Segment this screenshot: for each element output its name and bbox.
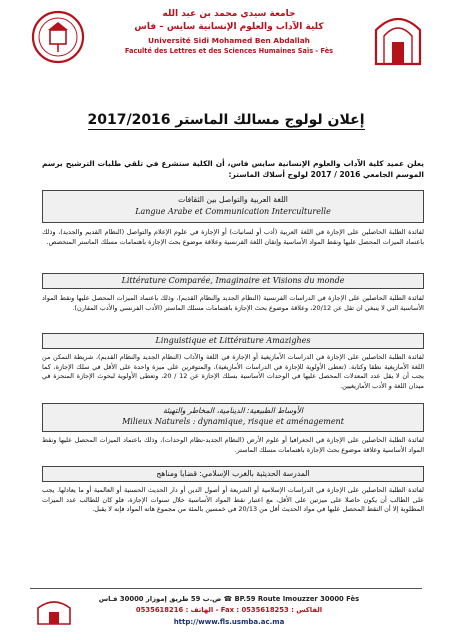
- program-heading-1: [42, 190, 424, 223]
- footer-divider: [30, 588, 422, 589]
- program-description-4: لفائدة الطلبة الحاصلين على الإجازة في الجغرافيا أو علوم الأرض (النظام الجديد-نظام الوحدات)، وذلك باعتماد الميزات المحصل عليها ونقط المواد الأساسية وعلاقة موضوع بحث الإجازة باهتمامات مسلك الماستر.: [42, 436, 424, 454]
- program-ar-title: المدرسة الحديثية بالغرب الإسلامي: قضايا ومناهج: [156, 469, 310, 478]
- program-heading-4: [42, 403, 424, 432]
- header-fr-university: Université Sidi Mohamed Ben Abdallah: [148, 36, 310, 45]
- intro-paragraph: يعلن عميد كلية الآداب والعلوم الإنسانية سايس فاس، أن الكلية ستشرع في تلقي طلبات الترشيح برسم الموسم الجامعي 2016 / 2017 لولوج أسلاك الماستر:: [42, 159, 424, 179]
- program-fr-title: Littérature Comparée, Imaginaire et Visions du monde: [121, 276, 345, 285]
- program-fr-title: Langue Arabe et Communication Interculturelle: [135, 207, 331, 216]
- program-fr-title: Milieux Naturels : dynamique, risque et aménagement: [122, 417, 344, 426]
- program-description-3: لفائدة الطلبة الحاصلين على الإجازة في الدراسات الأمازيغية أو الإجازة في اللغة والآداب (النظام الجديد والنظام القديم)، شريطة التمكن من اللغة الأمازيغية نطقا وكتابة. (تعطى الأولوية للإجازة في الدراسات الأمازيغية)، والمتوفرين على ميزة واحدة على الأقل في سلك الإجازة، كما يجب أن لا يقل عدد المعدلات المحصل عليها في الوحدات الأساسية بسلك الإجازة عن 12 / 20، وتعطى الأولوية لبحوث الإجازة المنجزة في ميدان اللغة و الأدب الأمازيغيين.: [42, 353, 424, 390]
- footer-address: ص.ب 59 طريق إموزار 30000 فـاس ☎ BP.59 Route Imouzzer 30000 Fès: [98, 595, 360, 603]
- letterhead: [0, 0, 452, 80]
- program-description-2: لفائدة الطلبة الحاصلين على الإجازة في الدراسات الفرنسية (النظام الجديد والنظام القديم)، وذلك باعتماد الميزات المحصل عليها ونقط المواد الأساسية التي لا ينبغي ان تقل عن 20/12، وعلاقة موضوع بحث الإجازة باهتمامات مسلك الماستر (الأدب الفرنسي والأدب المقارن).: [42, 294, 424, 312]
- program-description-5: لفائدة الطلبة الحاصلين على الإجازة في الدراسات الإسلامية أو الشريعة أو أصول الدين أو دار الحديث الحسنية أو العالمية أو ما يعادلها. يجب على الطالب أن يكون حاصلا على ميزتين على الأقل، مع اعتبار نقط المواد الأساسية خلال سنوات الإجازة، فلو كان للطالب عدد الميزات المطلوبة إلا أن النقط المحصل عليها في مواد الحديث أقل من 20/13 في خمسين بالمئة من مجموع هاته المواد فإنه لا يقبل.: [42, 486, 424, 514]
- footer-website-link[interactable]: http://www.fls.usmba.ac.ma: [173, 618, 285, 626]
- footer-phone-fax: الهاتف : 0535618216 - Fax : 0535618253 : الفاكس: [135, 606, 323, 614]
- faculty-logo-icon: [370, 6, 426, 68]
- program-ar-title: اللغة العربية والتواصل بين الثقافات: [178, 195, 288, 204]
- footer-logo-icon: [34, 596, 74, 626]
- program-heading-3: [42, 333, 424, 349]
- header-fr-faculty: Faculté des Lettres et des Sciences Humaines Saïs - Fès: [124, 47, 334, 55]
- header-ar-faculty: كلية الآداب والعلوم الإنسانية سايس – فاس: [134, 22, 324, 32]
- program-ar-title: الأوساط الطبيعية: الدينامية، المخاطر والتهيئة: [162, 406, 304, 415]
- university-logo-icon: [30, 8, 86, 66]
- announcement-title: إعلان لولوج مسالك الماستر 2017/2016: [87, 112, 365, 128]
- header-ar-university: جامعة سيدي محمد بن عبد الله: [162, 9, 296, 19]
- program-description-1: لفائدة الطلبة الحاصلين على الإجازة في اللغة العربية (أدب أو لسانيات) أو الإجازة في علوم الإعلام والتواصل (النظام القديم والجديد)، وذلك باعتماد الميزات المحصل عليها ونقط المواد الأساسية وإتقان اللغة الفرنسية وعلاقة موضوع بحث الإجازة باهتمامات مسلك الماستر المتخصص.: [42, 228, 424, 246]
- program-fr-title: Linguistique et Littérature Amazighes: [155, 336, 311, 345]
- footer: [0, 588, 452, 640]
- program-heading-5: [42, 466, 424, 482]
- program-heading-2: [42, 273, 424, 289]
